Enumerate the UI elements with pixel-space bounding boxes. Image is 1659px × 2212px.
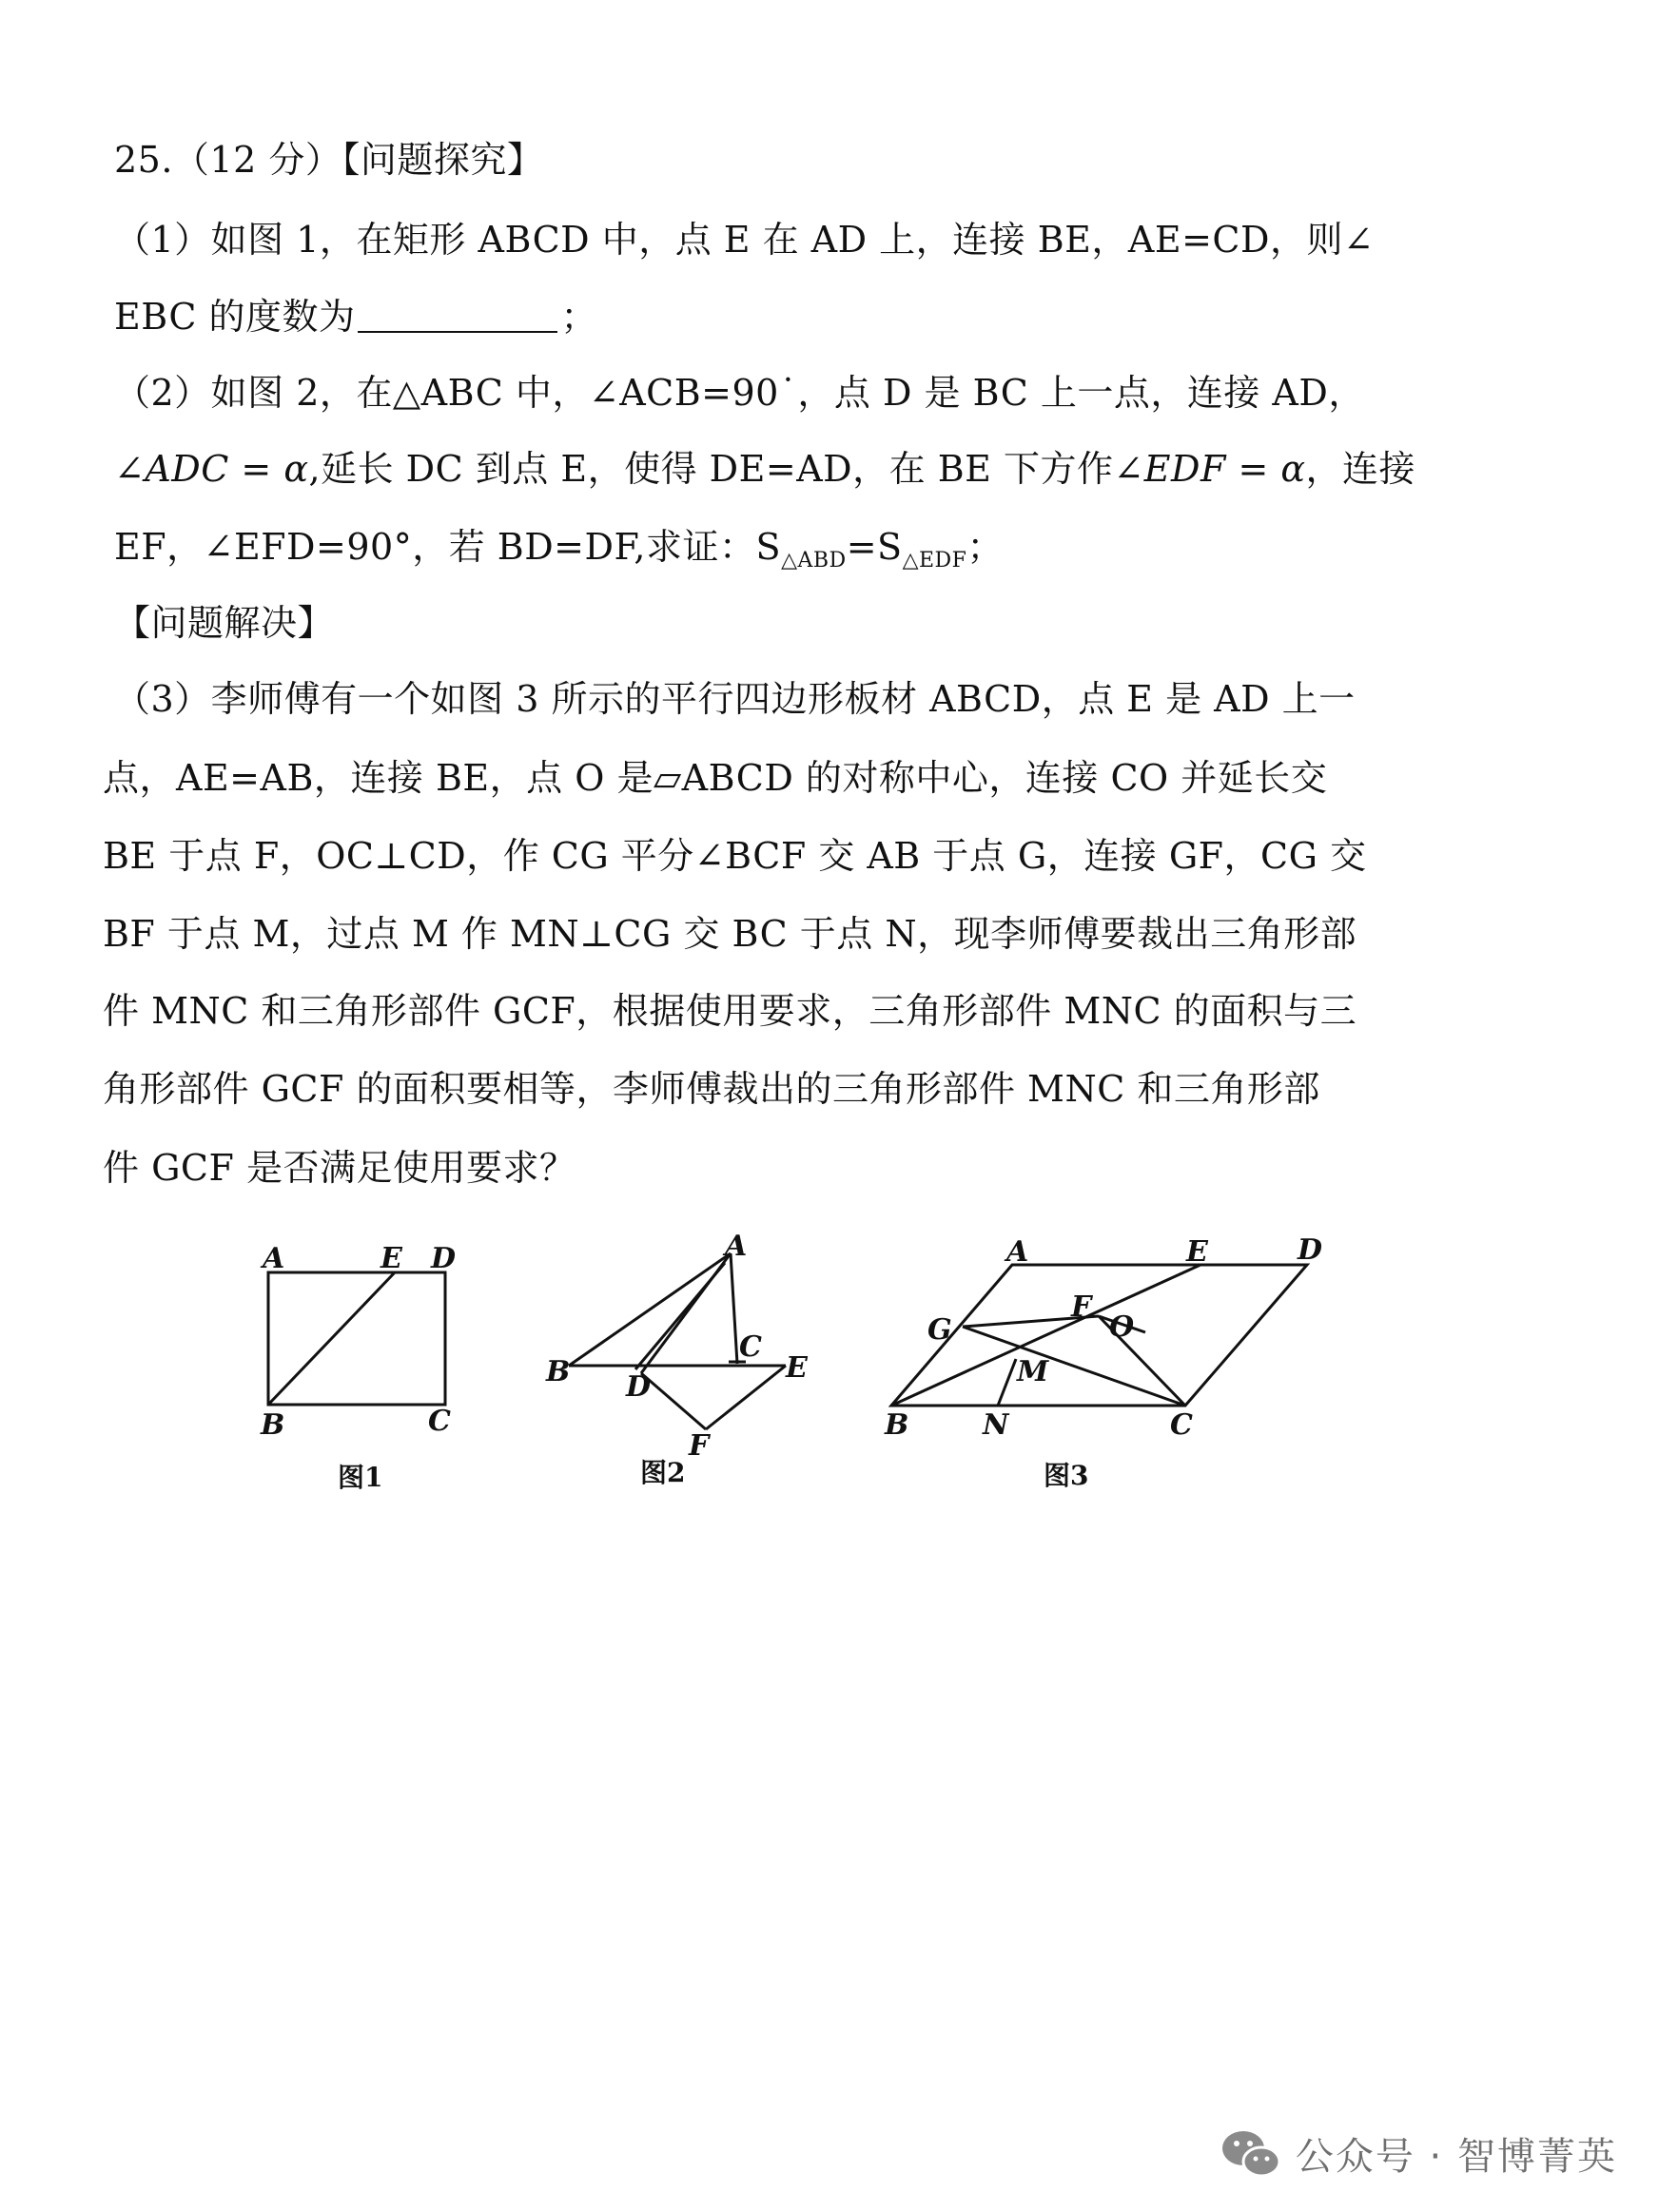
label-b: B [261, 1408, 285, 1442]
part2-text-a: EF，∠EFD=90°，若 BD=DF,求证：S [114, 526, 782, 568]
part3-line1: （3）李师傅有一个如图 3 所示的平行四边形板材 ABCD，点 E 是 AD 上一 [114, 678, 1356, 720]
watermark [1220, 2126, 1617, 2181]
part3-line5: 件 MNC 和三角形部件 GCF，根据使用要求，三角形部件 MNC 的面积与三 [103, 990, 1357, 1032]
angle-adc-formula: ∠ADC = α [114, 448, 309, 490]
part3-line4: BF 于点 M，过点 M 作 MN⊥CG 交 BC 于点 N，现李师傅要裁出三角形部 [103, 913, 1357, 955]
label-a: A [263, 1242, 285, 1275]
question-header: 25.（12 分）【问题探究】 [114, 139, 544, 181]
part3-line2: 点，AE=AB，连接 BE，点 O 是▱ABCD 的对称中心，连接 CO 并延长交 [103, 757, 1328, 799]
part2-end: ； [966, 526, 1004, 568]
watermark-text: 公众号 · 智博菁英 [1295, 2135, 1617, 2179]
label-a: A [725, 1230, 748, 1263]
wechat-icon [1220, 2127, 1282, 2181]
label-d: D [431, 1242, 457, 1275]
part3-line6: 角形部件 GCF 的面积要相等，李师傅裁出的三角形部件 MNC 和三角形部 [103, 1068, 1320, 1110]
label-m: M [1017, 1355, 1049, 1388]
area-subscript-edf: △EDF [902, 549, 967, 572]
part2-text-d: ，连接 [1305, 448, 1416, 490]
part1-text: EBC 的度数为 [114, 296, 356, 338]
label-a: A [1006, 1235, 1029, 1269]
label-n: N [983, 1408, 1009, 1442]
part3-line7: 件 GCF 是否满足使用要求？ [103, 1147, 576, 1189]
label-e: E [786, 1351, 808, 1385]
label-c: C [1170, 1408, 1193, 1442]
part3-line3: BE 于点 F，OC⊥CD，作 CG 平分∠BCF 交 AB 于点 G，连接 GF，CG 交 [103, 835, 1367, 877]
label-f: F [689, 1429, 710, 1463]
label-d: D [1298, 1233, 1323, 1267]
area-subscript-abd: △ABD [781, 549, 847, 572]
label-e: E [1186, 1235, 1208, 1269]
figure-3-caption: 图3 [1044, 1460, 1089, 1491]
label-o: O [1109, 1310, 1135, 1344]
label-g: G [927, 1313, 952, 1347]
area-equals: =S [846, 526, 903, 568]
figure-1-caption: 图1 [338, 1462, 383, 1493]
segment-mn [998, 1359, 1016, 1406]
angle-edf-formula: ∠EDF = α [1113, 448, 1306, 490]
label-c: C [428, 1405, 451, 1438]
label-f: F [1071, 1290, 1092, 1324]
segment-cg [963, 1327, 1185, 1406]
part2-text-b: ,延长 DC 到点 E，使得 DE=AD，在 BE 下方作 [308, 448, 1114, 490]
part1-line1: （1）如图 1，在矩形 ABCD 中，点 E 在 AD 上，连接 BE，AE=CD，则∠ [114, 219, 1375, 261]
section-problem-solving: 【问题解决】 [114, 602, 335, 644]
figure-2-caption: 图2 [640, 1457, 686, 1488]
parallelogram-abcd [891, 1265, 1307, 1406]
label-b: B [546, 1355, 571, 1388]
label-c: C [739, 1330, 762, 1364]
label-b: B [885, 1408, 909, 1442]
label-d: D [626, 1370, 652, 1404]
label-e: E [381, 1242, 402, 1275]
part1-end: ； [560, 296, 598, 338]
part2-line1: （2）如图 2，在△ABC 中，∠ACB=90˙，点 D 是 BC 上一点，连接 AD， [114, 372, 1365, 414]
